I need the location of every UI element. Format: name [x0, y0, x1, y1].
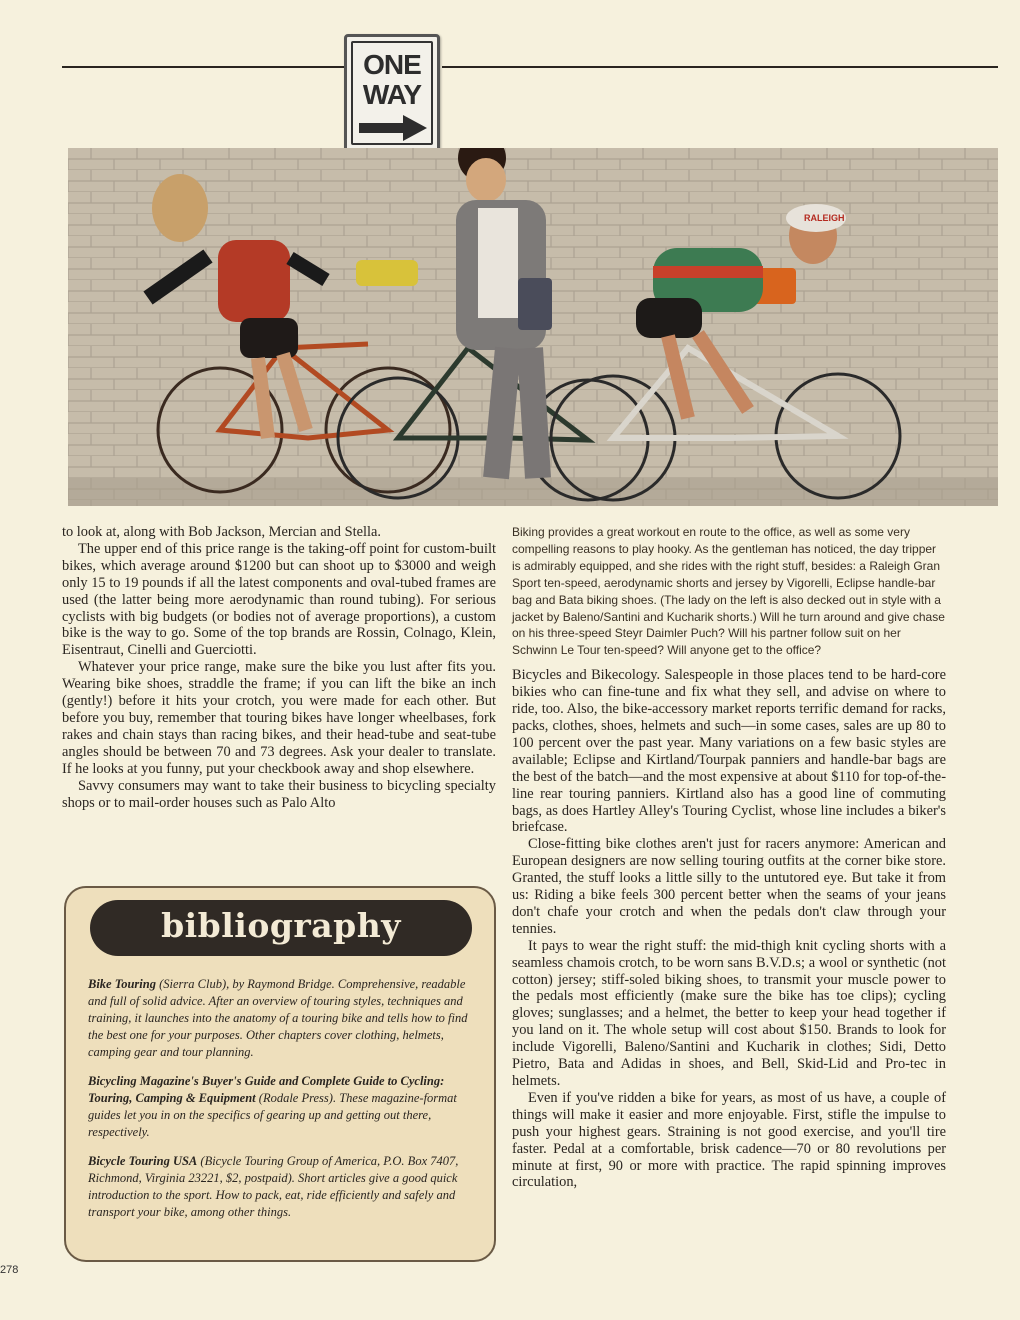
left-paragraph: The upper end of this price range is the taking-off point for custom-built bikes, which average around $1200 but can shoot up to $3000 and weigh only 15 to 19 pounds if all the latest components and oval-tubed frames are used (the latter being more aerodynamic than round tubing). For serious cyclists with big budgets (or bodies not of average proportions), a custom bike is the way to go. Some of the top brands are Rossin, Colnago, Klein, Eisentraut, Cinelli and Guerciotti. [62, 540, 496, 659]
left-paragraph: Whatever your price range, make sure the bike you lust after fits you. Wearing bike shoes, straddle the frame; if you can lift the bike an inch (gently!) before it hits your crotch, you were made for each other. But before you buy, remember that touring bikes have longer wheelbases, fork rakes and chain stays than racing bikes, and their head-tube and seat-tube angles should be between 70 and 73 degrees. Ask your dealer to translate. If he looks at you funny, put your checkbook away and shop elsewhere. [62, 659, 496, 777]
sign-line-1: ONE [363, 49, 421, 80]
entry-description: (Rodale Press). These magazine-format guides let you in on the specifics of gearing up and getting out there, respectively. [88, 1091, 457, 1139]
left-column [62, 524, 496, 811]
bibliography-title: bibliography [161, 906, 401, 945]
page-number: 278 [0, 1264, 19, 1276]
top-rule-right [442, 66, 998, 68]
left-paragraph: to look at, along with Bob Jackson, Mercian and Stella. [62, 524, 381, 540]
entry-title: Bicycle Touring USA [88, 1154, 198, 1168]
bibliography-entry [88, 1073, 476, 1141]
entry-title: Bike Touring [88, 977, 156, 991]
bibliography-box [64, 886, 496, 1262]
right-paragraph: Even if you've ridden a bike for years, as most of us have, a couple of things will make it easier and more enjoyable. First, stifle the impulse to push your highest gears. Straining is not good exercise, and you'll tire faster. Pedal at a comfortable, brisk cadence—70 or 80 revolutions per minute at first, 90 or more with practice. The rapid spinning improves circulation, [512, 1089, 946, 1191]
entry-title: Bicycling Magazine's Buyer's Guide and Complete Guide to Cycling: Touring, Camping & Equipment [88, 1074, 445, 1105]
helmet-text: RALEIGH [804, 213, 845, 223]
right-paragraph: It pays to wear the right stuff: the mid-thigh knit cycling shorts with a seamless chamois crotch, to be worn sans B.V.D.s; a wool or synthetic (not cotton) jersey; stiff-soled biking shoes, to transmit your muscle power to the pedals most efficiently (make sure the bike has toe clips); cycling gloves; sunglasses; and a helmet, the better to keep your head together if you land on it. The whole setup will cost about $150. Brands to look for include Vigorelli, Baleno/Santini and Kucharik in clothes; Sidi, Detto Pietro, Bata and Adidas in shoes, and Bell, Skid-Lid and Pro-tec in helmets. [512, 937, 946, 1089]
top-rule-left [62, 66, 344, 68]
bibliography-entry [88, 976, 476, 1061]
entry-description: (Bicycle Touring Group of America, P.O. Box 7407, Richmond, Virginia 23221, $2, postpaid). Short articles give a good quick introduction to the sport. How to pack, eat, ride efficiently and safely and transport your bike, among other things. [88, 1154, 459, 1219]
bibliography-entries [88, 976, 476, 1233]
right-paragraph: Bicycles and Bikecology. Salespeople in those places tend to be hard-core bikies who can fine-tune and fix what they sell, and advise on where to ride, too. Also, the bike-accessory market reports terrific demand for racks, packs, clothes, shoes, helmets and such—in some cases, sales are up 80 to 100 percent over the past year. Many variations on a few basic styles are available; Eclipse and Kirtland/Tourpak panniers and handle-bar bags are the best of the batch—and the most expensive at about $110 for top-of-the-line rear touring panniers. Kirtland also has a good line of commuting bags, as does Hartley Alley's Touring Cyclist, whose line includes a biker's briefcase. [512, 667, 946, 836]
photo-caption: Biking provides a great workout en route to the office, as well as some very compelling reasons to play hooky. As the gentleman has noticed, the day tripper is admirably equipped, and she rides with the right stuff, besides: a Raleigh Gran Sport ten-speed, aerodynamic shorts and jersey by Vigorelli, Eclipse handle-bar bag and Bata biking shoes. (The lady on the left is also decked out in style with a jacket by Baleno/Santini and Kucharik shorts.) Will he turn around and give chase on his three-speed Steyr Daimler Puch? Will his partner follow suit on her Schwinn Le Tour ten-speed? Will anyone get to the office? [512, 525, 945, 658]
right-paragraph: Close-fitting bike clothes aren't just for racers anymore: American and European designers are now selling touring outfits at the corner bike store. Granted, the stuff looks a little silly to the untutored eye. But take it from us: Riding a bike feels 300 percent better when the seams of your jeans don't chafe your crotch and when the pedals don't claw through your tennies. [512, 836, 946, 937]
bibliography-title-bar [90, 900, 472, 956]
right-column [512, 524, 946, 1191]
one-way-sign [344, 34, 440, 152]
sign-line-2: WAY [362, 79, 422, 110]
cyclists-photo [68, 148, 998, 506]
left-paragraph: Savvy consumers may want to take their business to bicycling specialty shops or to mail-order houses such as Palo Alto [62, 777, 496, 811]
entry-description: (Sierra Club), by Raymond Bridge. Comprehensive, readable and full of solid advice. After an overview of touring styles, techniques and training, it launches into the anatomy of a touring bike and tells how to find the best one for your purposes. Other chapters cover clothing, helmets, camping gear and tour planning. [88, 977, 468, 1059]
arrow-right-icon [359, 115, 427, 141]
bibliography-entry [88, 1153, 476, 1221]
